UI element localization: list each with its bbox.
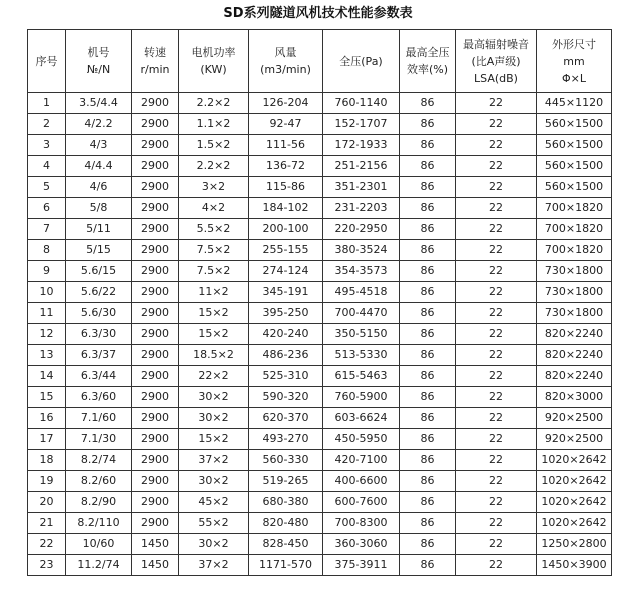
cell-dimension: 1450×3900 <box>537 555 612 576</box>
column-header-line: №/N <box>86 63 111 76</box>
cell-airflow: 519-265 <box>249 471 323 492</box>
cell-noise: 22 <box>456 282 537 303</box>
cell-noise: 22 <box>456 534 537 555</box>
cell-model: 11.2/74 <box>66 555 132 576</box>
cell-dimension: 730×1800 <box>537 261 612 282</box>
cell-speed: 2900 <box>132 345 179 366</box>
cell-power: 30×2 <box>179 534 249 555</box>
cell-airflow: 274-124 <box>249 261 323 282</box>
cell-efficiency: 86 <box>400 198 456 219</box>
cell-noise: 22 <box>456 261 537 282</box>
cell-power: 55×2 <box>179 513 249 534</box>
cell-speed: 2900 <box>132 303 179 324</box>
cell-no: 14 <box>28 366 66 387</box>
cell-dimension: 700×1820 <box>537 198 612 219</box>
column-header-line: 电机功率 <box>191 46 236 59</box>
table-row <box>28 408 612 429</box>
table-row <box>28 513 612 534</box>
cell-no: 9 <box>28 261 66 282</box>
column-header-line: 效率(%) <box>406 63 449 76</box>
cell-power: 18.5×2 <box>179 345 249 366</box>
cell-noise: 22 <box>456 135 537 156</box>
table-row <box>28 177 612 198</box>
cell-power: 37×2 <box>179 450 249 471</box>
cell-speed: 2900 <box>132 324 179 345</box>
cell-no: 19 <box>28 471 66 492</box>
table-row <box>28 345 612 366</box>
column-header-line: 最高辐射噪音 <box>463 37 529 51</box>
cell-power: 1.5×2 <box>179 135 249 156</box>
cell-dimension: 820×2240 <box>537 345 612 366</box>
cell-noise: 22 <box>456 114 537 135</box>
cell-pressure: 495-4518 <box>323 282 400 303</box>
cell-model: 5/15 <box>66 240 132 261</box>
cell-efficiency: 86 <box>400 429 456 450</box>
table-body <box>28 93 612 576</box>
cell-efficiency: 86 <box>400 114 456 135</box>
cell-power: 2.2×2 <box>179 156 249 177</box>
cell-model: 5/8 <box>66 198 132 219</box>
table-row <box>28 450 612 471</box>
table-row <box>28 492 612 513</box>
cell-pressure: 231-2203 <box>323 198 400 219</box>
table-row <box>28 135 612 156</box>
cell-pressure: 615-5463 <box>323 366 400 387</box>
cell-model: 4/3 <box>66 135 132 156</box>
cell-noise: 22 <box>456 240 537 261</box>
cell-model: 6.3/37 <box>66 345 132 366</box>
table-row <box>28 555 612 576</box>
cell-speed: 2900 <box>132 429 179 450</box>
cell-dimension: 700×1820 <box>537 219 612 240</box>
cell-efficiency: 86 <box>400 135 456 156</box>
cell-airflow: 493-270 <box>249 429 323 450</box>
table-row <box>28 471 612 492</box>
cell-dimension: 730×1800 <box>537 303 612 324</box>
cell-noise: 22 <box>456 177 537 198</box>
cell-pressure: 700-4470 <box>323 303 400 324</box>
cell-speed: 2900 <box>132 387 179 408</box>
cell-power: 3×2 <box>179 177 249 198</box>
cell-dimension: 820×3000 <box>537 387 612 408</box>
cell-no: 20 <box>28 492 66 513</box>
cell-dimension: 700×1820 <box>537 240 612 261</box>
cell-pressure: 220-2950 <box>323 219 400 240</box>
cell-speed: 2900 <box>132 408 179 429</box>
cell-model: 8.2/74 <box>66 450 132 471</box>
cell-speed: 2900 <box>132 219 179 240</box>
cell-dimension: 1020×2642 <box>537 450 612 471</box>
cell-pressure: 700-8300 <box>323 513 400 534</box>
table-row <box>28 261 612 282</box>
cell-no: 11 <box>28 303 66 324</box>
cell-model: 4/4.4 <box>66 156 132 177</box>
table-row <box>28 156 612 177</box>
cell-pressure: 603-6624 <box>323 408 400 429</box>
cell-airflow: 345-191 <box>249 282 323 303</box>
cell-model: 8.2/60 <box>66 471 132 492</box>
cell-airflow: 126-204 <box>249 93 323 114</box>
table-title: SD系列隧道风机技术性能参数表 <box>223 6 413 21</box>
cell-power: 15×2 <box>179 303 249 324</box>
cell-model: 6.3/30 <box>66 324 132 345</box>
cell-speed: 2900 <box>132 177 179 198</box>
cell-airflow: 620-370 <box>249 408 323 429</box>
cell-noise: 22 <box>456 93 537 114</box>
table-row <box>28 387 612 408</box>
cell-efficiency: 86 <box>400 492 456 513</box>
column-header-noise <box>456 30 537 93</box>
cell-model: 5/11 <box>66 219 132 240</box>
cell-power: 15×2 <box>179 324 249 345</box>
cell-efficiency: 86 <box>400 261 456 282</box>
cell-model: 10/60 <box>66 534 132 555</box>
cell-efficiency: 86 <box>400 450 456 471</box>
cell-noise: 22 <box>456 345 537 366</box>
cell-noise: 22 <box>456 219 537 240</box>
column-header-line: LSA(dB) <box>474 71 518 85</box>
table-row <box>28 429 612 450</box>
cell-model: 7.1/30 <box>66 429 132 450</box>
cell-noise: 22 <box>456 492 537 513</box>
cell-no: 5 <box>28 177 66 198</box>
cell-airflow: 92-47 <box>249 114 323 135</box>
cell-airflow: 590-320 <box>249 387 323 408</box>
column-header-line: 外形尺寸 <box>552 37 596 51</box>
cell-power: 45×2 <box>179 492 249 513</box>
cell-dimension: 560×1500 <box>537 156 612 177</box>
column-header-speed <box>132 30 179 93</box>
column-header-line: 序号 <box>35 54 58 68</box>
cell-pressure: 400-6600 <box>323 471 400 492</box>
cell-efficiency: 86 <box>400 471 456 492</box>
column-header-line: 全压(Pa) <box>339 54 383 68</box>
cell-speed: 2900 <box>132 198 179 219</box>
cell-efficiency: 86 <box>400 408 456 429</box>
cell-power: 7.5×2 <box>179 240 249 261</box>
table-row <box>28 219 612 240</box>
cell-no: 18 <box>28 450 66 471</box>
cell-airflow: 255-155 <box>249 240 323 261</box>
cell-noise: 22 <box>456 513 537 534</box>
cell-airflow: 680-380 <box>249 492 323 513</box>
cell-efficiency: 86 <box>400 282 456 303</box>
cell-noise: 22 <box>456 366 537 387</box>
cell-airflow: 420-240 <box>249 324 323 345</box>
cell-efficiency: 86 <box>400 324 456 345</box>
column-header-line: Φ×L <box>561 71 586 85</box>
cell-airflow: 486-236 <box>249 345 323 366</box>
cell-noise: 22 <box>456 471 537 492</box>
cell-speed: 2900 <box>132 366 179 387</box>
cell-efficiency: 86 <box>400 534 456 555</box>
cell-efficiency: 86 <box>400 387 456 408</box>
fan-spec-table <box>27 29 612 576</box>
table-row <box>28 324 612 345</box>
cell-speed: 2900 <box>132 156 179 177</box>
column-header-pressure <box>323 30 400 93</box>
cell-efficiency: 86 <box>400 303 456 324</box>
cell-efficiency: 86 <box>400 513 456 534</box>
cell-pressure: 375-3911 <box>323 555 400 576</box>
cell-no: 13 <box>28 345 66 366</box>
cell-no: 3 <box>28 135 66 156</box>
cell-dimension: 820×2240 <box>537 324 612 345</box>
cell-speed: 2900 <box>132 240 179 261</box>
cell-dimension: 560×1500 <box>537 177 612 198</box>
column-header-model <box>66 30 132 93</box>
cell-power: 1.1×2 <box>179 114 249 135</box>
column-header-airflow <box>249 30 323 93</box>
cell-speed: 2900 <box>132 471 179 492</box>
cell-speed: 2900 <box>132 261 179 282</box>
cell-dimension: 560×1500 <box>537 135 612 156</box>
cell-dimension: 1020×2642 <box>537 492 612 513</box>
cell-power: 30×2 <box>179 387 249 408</box>
cell-model: 5.6/30 <box>66 303 132 324</box>
cell-power: 22×2 <box>179 366 249 387</box>
cell-pressure: 380-3524 <box>323 240 400 261</box>
cell-model: 8.2/90 <box>66 492 132 513</box>
cell-airflow: 560-330 <box>249 450 323 471</box>
cell-model: 6.3/60 <box>66 387 132 408</box>
cell-no: 1 <box>28 93 66 114</box>
cell-dimension: 445×1120 <box>537 93 612 114</box>
cell-airflow: 820-480 <box>249 513 323 534</box>
cell-power: 7.5×2 <box>179 261 249 282</box>
cell-noise: 22 <box>456 324 537 345</box>
cell-pressure: 513-5330 <box>323 345 400 366</box>
cell-dimension: 1250×2800 <box>537 534 612 555</box>
cell-efficiency: 86 <box>400 240 456 261</box>
cell-power: 37×2 <box>179 555 249 576</box>
table-row <box>28 303 612 324</box>
cell-no: 10 <box>28 282 66 303</box>
cell-power: 5.5×2 <box>179 219 249 240</box>
cell-noise: 22 <box>456 198 537 219</box>
cell-efficiency: 86 <box>400 156 456 177</box>
cell-dimension: 820×2240 <box>537 366 612 387</box>
cell-model: 8.2/110 <box>66 513 132 534</box>
cell-no: 15 <box>28 387 66 408</box>
column-header-line: (KW) <box>200 63 227 76</box>
cell-no: 23 <box>28 555 66 576</box>
column-header-power <box>179 30 249 93</box>
cell-model: 3.5/4.4 <box>66 93 132 114</box>
cell-speed: 2900 <box>132 450 179 471</box>
cell-noise: 22 <box>456 156 537 177</box>
column-header-line: 机号 <box>87 46 110 59</box>
cell-efficiency: 86 <box>400 345 456 366</box>
cell-pressure: 600-7600 <box>323 492 400 513</box>
column-header-dimension <box>537 30 612 93</box>
cell-model: 4/2.2 <box>66 114 132 135</box>
cell-efficiency: 86 <box>400 219 456 240</box>
cell-no: 8 <box>28 240 66 261</box>
cell-dimension: 920×2500 <box>537 429 612 450</box>
cell-noise: 22 <box>456 303 537 324</box>
cell-airflow: 395-250 <box>249 303 323 324</box>
cell-pressure: 360-3060 <box>323 534 400 555</box>
cell-power: 15×2 <box>179 429 249 450</box>
cell-no: 12 <box>28 324 66 345</box>
cell-noise: 22 <box>456 555 537 576</box>
cell-noise: 22 <box>456 408 537 429</box>
cell-noise: 22 <box>456 387 537 408</box>
column-header-line: r/min <box>140 63 170 76</box>
cell-no: 16 <box>28 408 66 429</box>
cell-noise: 22 <box>456 429 537 450</box>
cell-pressure: 420-7100 <box>323 450 400 471</box>
cell-speed: 1450 <box>132 555 179 576</box>
column-header-efficiency <box>400 30 456 93</box>
cell-pressure: 152-1707 <box>323 114 400 135</box>
column-header-line: mm <box>563 54 585 68</box>
cell-speed: 2900 <box>132 93 179 114</box>
cell-efficiency: 86 <box>400 177 456 198</box>
cell-airflow: 136-72 <box>249 156 323 177</box>
cell-power: 30×2 <box>179 408 249 429</box>
column-header-no <box>28 30 66 93</box>
cell-speed: 1450 <box>132 534 179 555</box>
cell-airflow: 200-100 <box>249 219 323 240</box>
cell-dimension: 560×1500 <box>537 114 612 135</box>
column-header-line: 最高全压 <box>405 46 450 59</box>
table-row <box>28 534 612 555</box>
cell-dimension: 920×2500 <box>537 408 612 429</box>
cell-speed: 2900 <box>132 513 179 534</box>
cell-noise: 22 <box>456 450 537 471</box>
cell-airflow: 115-86 <box>249 177 323 198</box>
cell-speed: 2900 <box>132 135 179 156</box>
cell-dimension: 730×1800 <box>537 282 612 303</box>
cell-power: 2.2×2 <box>179 93 249 114</box>
table-row <box>28 198 612 219</box>
cell-pressure: 450-5950 <box>323 429 400 450</box>
cell-pressure: 760-1140 <box>323 93 400 114</box>
column-header-line: 风量 <box>274 46 297 59</box>
column-header-line: (比A声级) <box>471 54 521 68</box>
cell-efficiency: 86 <box>400 555 456 576</box>
cell-no: 4 <box>28 156 66 177</box>
cell-no: 17 <box>28 429 66 450</box>
table-row <box>28 366 612 387</box>
cell-airflow: 1171-570 <box>249 555 323 576</box>
table-header-row <box>28 30 612 93</box>
cell-model: 5.6/22 <box>66 282 132 303</box>
cell-airflow: 184-102 <box>249 198 323 219</box>
cell-pressure: 251-2156 <box>323 156 400 177</box>
cell-pressure: 351-2301 <box>323 177 400 198</box>
cell-airflow: 525-310 <box>249 366 323 387</box>
column-header-line: (m3/min) <box>260 63 311 76</box>
column-header-line: 转速 <box>144 46 166 59</box>
cell-dimension: 1020×2642 <box>537 513 612 534</box>
cell-power: 11×2 <box>179 282 249 303</box>
cell-no: 21 <box>28 513 66 534</box>
cell-no: 7 <box>28 219 66 240</box>
cell-no: 6 <box>28 198 66 219</box>
cell-speed: 2900 <box>132 114 179 135</box>
cell-model: 4/6 <box>66 177 132 198</box>
cell-speed: 2900 <box>132 492 179 513</box>
cell-airflow: 828-450 <box>249 534 323 555</box>
cell-dimension: 1020×2642 <box>537 471 612 492</box>
cell-efficiency: 86 <box>400 93 456 114</box>
cell-pressure: 172-1933 <box>323 135 400 156</box>
cell-speed: 2900 <box>132 282 179 303</box>
cell-power: 4×2 <box>179 198 249 219</box>
table-row <box>28 93 612 114</box>
cell-pressure: 350-5150 <box>323 324 400 345</box>
table-row <box>28 114 612 135</box>
cell-efficiency: 86 <box>400 366 456 387</box>
cell-pressure: 354-3573 <box>323 261 400 282</box>
cell-model: 7.1/60 <box>66 408 132 429</box>
table-row <box>28 240 612 261</box>
cell-pressure: 760-5900 <box>323 387 400 408</box>
cell-power: 30×2 <box>179 471 249 492</box>
cell-no: 22 <box>28 534 66 555</box>
cell-model: 5.6/15 <box>66 261 132 282</box>
cell-no: 2 <box>28 114 66 135</box>
table-row <box>28 282 612 303</box>
cell-airflow: 111-56 <box>249 135 323 156</box>
cell-model: 6.3/44 <box>66 366 132 387</box>
